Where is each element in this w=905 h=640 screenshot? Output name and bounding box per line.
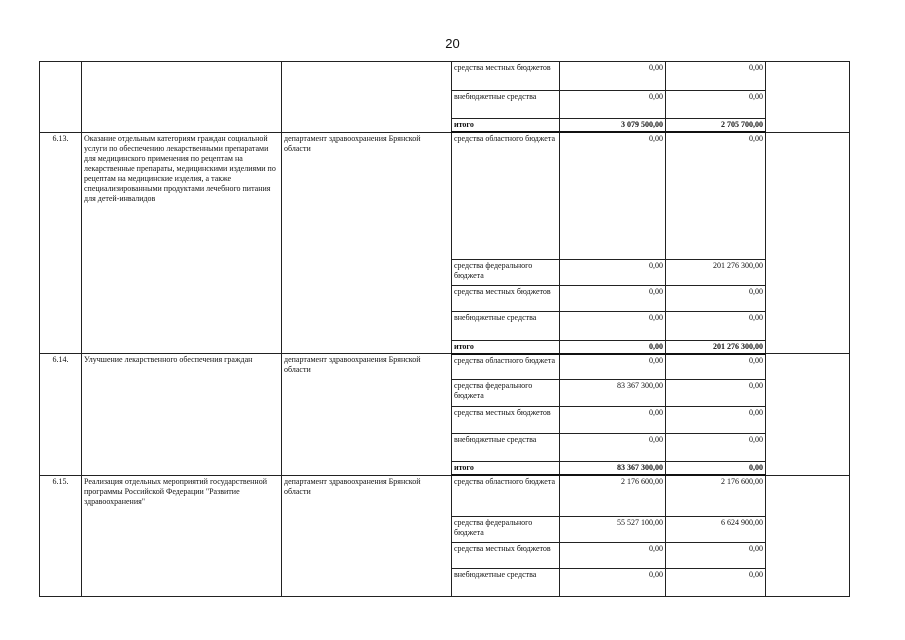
amount-cell: 0,00: [560, 311, 666, 340]
activity-description: [82, 62, 282, 133]
amount-cell: 0,00: [560, 132, 666, 259]
amount-cell: 0,00: [560, 340, 666, 354]
table-row: [40, 62, 850, 91]
responsible-executor: департамент здравоохранения Брянской области: [282, 132, 452, 354]
table-row: [40, 354, 850, 380]
amount-cell: 0,00: [560, 285, 666, 311]
funding-source: внебюджетные средства: [452, 311, 560, 340]
funding-source: средства местных бюджетов: [452, 542, 560, 568]
funding-source: средства федерального бюджета: [452, 380, 560, 407]
amount-cell: 0,00: [560, 434, 666, 462]
activity-description: Оказание отдельным категориям граждан социальной услуги по обеспечению лекарственными препаратами для медицинского применения по рецептам на лекарственные препараты, медицинскими изделиями по рецептам на медицинские изделия, а также специализированными продуктами лечебного питания для детей-инвалидов: [82, 132, 282, 354]
amount-cell: 2 705 700,00: [666, 119, 766, 133]
funding-source: средства местных бюджетов: [452, 62, 560, 91]
budget-table: [39, 61, 850, 597]
funding-source: средства областного бюджета: [452, 475, 560, 516]
funding-source: средства федерального бюджета: [452, 259, 560, 285]
amount-cell: 0,00: [560, 62, 666, 91]
amount-cell: 0,00: [666, 380, 766, 407]
funding-source: средства областного бюджета: [452, 354, 560, 380]
table-body: [40, 62, 850, 597]
amount-cell: 0,00: [666, 311, 766, 340]
amount-cell: 6 624 900,00: [666, 516, 766, 542]
table-row: [40, 132, 850, 259]
amount-cell: 0,00: [666, 407, 766, 434]
amount-cell: 0,00: [666, 434, 766, 462]
amount-cell: 0,00: [560, 407, 666, 434]
amount-cell: 0,00: [560, 91, 666, 119]
table-row: [40, 475, 850, 516]
responsible-executor: [282, 62, 452, 133]
amount-cell: 0,00: [666, 354, 766, 380]
amount-cell: 83 367 300,00: [560, 462, 666, 476]
item-number: 6.15.: [40, 475, 82, 596]
item-number: 6.14.: [40, 354, 82, 476]
amount-cell: 0,00: [666, 91, 766, 119]
amount-cell: 0,00: [666, 568, 766, 596]
funding-source: итого: [452, 119, 560, 133]
funding-source: внебюджетные средства: [452, 434, 560, 462]
amount-cell: 0,00: [560, 259, 666, 285]
funding-source: средства областного бюджета: [452, 132, 560, 259]
item-number: [40, 62, 82, 133]
funding-source: средства местных бюджетов: [452, 407, 560, 434]
funding-source: внебюджетные средства: [452, 91, 560, 119]
funding-source: средства местных бюджетов: [452, 285, 560, 311]
funding-source: внебюджетные средства: [452, 568, 560, 596]
amount-cell: 55 527 100,00: [560, 516, 666, 542]
amount-cell: 0,00: [666, 132, 766, 259]
amount-cell: 0,00: [666, 285, 766, 311]
funding-source: итого: [452, 462, 560, 476]
amount-cell: 0,00: [560, 354, 666, 380]
amount-cell: 83 367 300,00: [560, 380, 666, 407]
empty-cell: [766, 62, 850, 133]
amount-cell: 0,00: [666, 62, 766, 91]
responsible-executor: департамент здравоохранения Брянской области: [282, 475, 452, 596]
empty-cell: [766, 132, 850, 354]
empty-cell: [766, 475, 850, 596]
empty-cell: [766, 354, 850, 476]
amount-cell: 0,00: [560, 568, 666, 596]
page-number: 20: [445, 36, 460, 51]
funding-source: итого: [452, 340, 560, 354]
amount-cell: 3 079 500,00: [560, 119, 666, 133]
amount-cell: 201 276 300,00: [666, 340, 766, 354]
amount-cell: 201 276 300,00: [666, 259, 766, 285]
amount-cell: 0,00: [560, 542, 666, 568]
amount-cell: 0,00: [666, 462, 766, 476]
activity-description: Улучшение лекарственного обеспечения граждан: [82, 354, 282, 476]
amount-cell: 2 176 600,00: [666, 475, 766, 516]
amount-cell: 0,00: [666, 542, 766, 568]
responsible-executor: департамент здравоохранения Брянской области: [282, 354, 452, 476]
item-number: 6.13.: [40, 132, 82, 354]
amount-cell: 2 176 600,00: [560, 475, 666, 516]
funding-source: средства федерального бюджета: [452, 516, 560, 542]
activity-description: Реализация отдельных мероприятий государственной программы Российской Федерации "Развитие здравоохранения": [82, 475, 282, 596]
